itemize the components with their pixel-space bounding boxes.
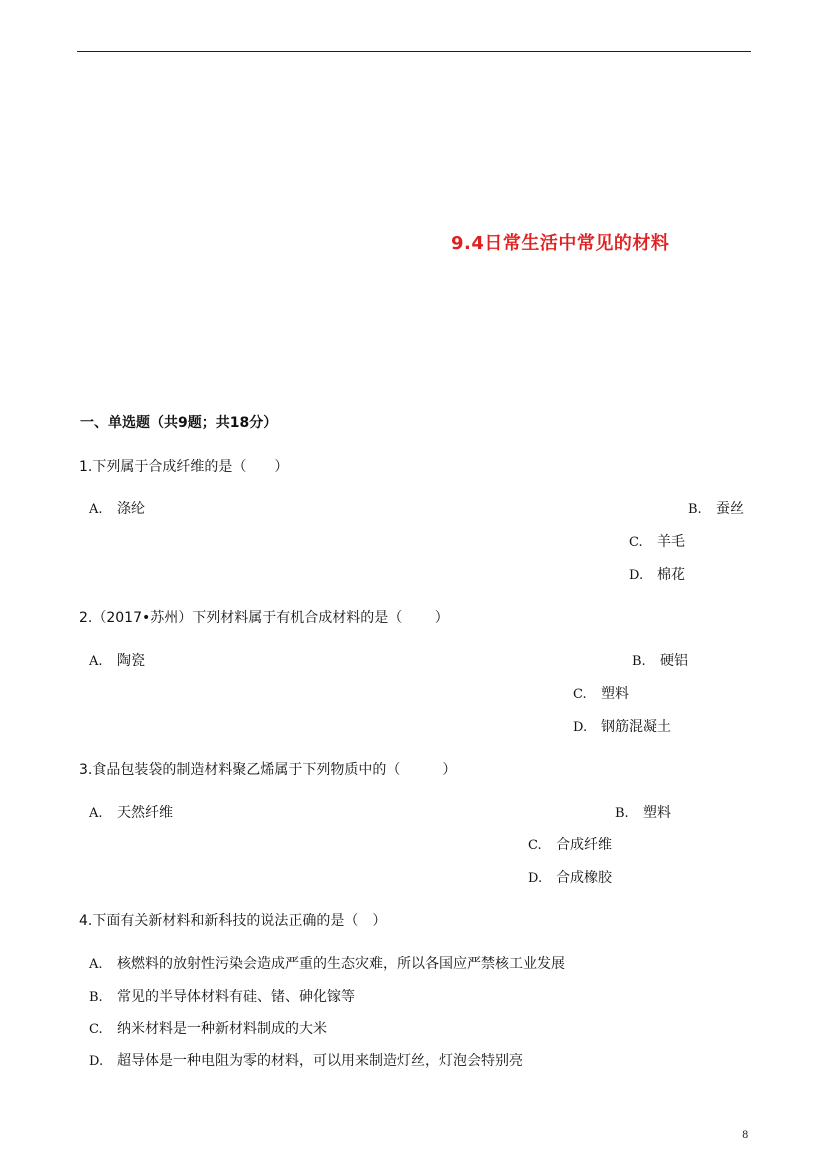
option-text: 蚕丝 bbox=[716, 501, 744, 517]
question-3-option-b bbox=[615, 802, 671, 822]
option-letter: A. bbox=[89, 502, 103, 517]
option-letter: C. bbox=[629, 535, 643, 550]
question-3-option-d bbox=[528, 867, 612, 887]
question-4-option-a bbox=[89, 953, 565, 973]
option-text: 天然纤维 bbox=[117, 805, 173, 821]
option-text: 涤纶 bbox=[117, 501, 145, 517]
question-3-stem: 3.食品包装袋的制造材料聚乙烯属于下列物质中的（ ） bbox=[79, 762, 457, 778]
question-4-stem: 4.下面有关新材料和新科技的说法正确的是（ ） bbox=[79, 913, 387, 929]
option-letter: B. bbox=[632, 654, 646, 669]
document-title: 9.4日常生活中常见的材料 bbox=[451, 233, 670, 254]
option-text: 常见的半导体材料有硅、锗、砷化镓等 bbox=[117, 989, 355, 1005]
question-4-option-c bbox=[89, 1018, 327, 1038]
option-text: 核燃料的放射性污染会造成严重的生态灾难，所以各国应严禁核工业发展 bbox=[117, 956, 565, 972]
option-text: 合成橡胶 bbox=[556, 870, 612, 886]
option-text: 羊毛 bbox=[657, 534, 685, 550]
option-letter: C. bbox=[528, 838, 542, 853]
header-rule bbox=[77, 51, 751, 52]
question-1-option-a bbox=[89, 498, 145, 518]
question-2-option-c bbox=[573, 683, 629, 703]
question-1-option-d bbox=[629, 564, 685, 584]
question-3-option-c bbox=[528, 834, 612, 854]
option-letter: D. bbox=[528, 871, 543, 886]
question-2-option-a bbox=[89, 650, 145, 670]
option-letter: A. bbox=[89, 654, 103, 669]
option-text: 陶瓷 bbox=[117, 653, 145, 669]
question-2-stem: 2.（2017•苏州）下列材料属于有机合成材料的是（ ） bbox=[79, 610, 449, 626]
section-heading: 一、单选题（共9题；共18分） bbox=[80, 415, 278, 431]
question-2-option-b bbox=[632, 650, 688, 670]
option-text: 超导体是一种电阻为零的材料，可以用来制造灯丝，灯泡会特别亮 bbox=[117, 1053, 523, 1069]
option-text: 塑料 bbox=[601, 686, 629, 702]
option-letter: C. bbox=[89, 1022, 103, 1037]
option-letter: D. bbox=[629, 568, 644, 583]
question-1-option-c bbox=[629, 531, 685, 551]
page-number: 8 bbox=[742, 1130, 749, 1141]
question-4-option-b bbox=[89, 986, 355, 1006]
option-text: 纳米材料是一种新材料制成的大米 bbox=[117, 1021, 327, 1037]
option-text: 塑料 bbox=[643, 805, 671, 821]
option-text: 棉花 bbox=[657, 567, 685, 583]
question-1-stem: 1.下列属于合成纤维的是（ ） bbox=[79, 459, 289, 475]
option-letter: D. bbox=[573, 720, 588, 735]
option-letter: A. bbox=[89, 806, 103, 821]
question-4-option-d bbox=[89, 1050, 523, 1070]
option-letter: B. bbox=[688, 502, 702, 517]
option-text: 合成纤维 bbox=[556, 837, 612, 853]
option-letter: D. bbox=[89, 1054, 104, 1069]
question-2-option-d bbox=[573, 716, 671, 736]
question-1-option-b bbox=[688, 498, 744, 518]
option-text: 硬铝 bbox=[660, 653, 688, 669]
option-letter: A. bbox=[89, 957, 103, 972]
question-3-option-a bbox=[89, 802, 173, 822]
option-text: 钢筋混凝土 bbox=[601, 719, 671, 735]
option-letter: B. bbox=[89, 990, 103, 1005]
option-letter: B. bbox=[615, 806, 629, 821]
option-letter: C. bbox=[573, 687, 587, 702]
